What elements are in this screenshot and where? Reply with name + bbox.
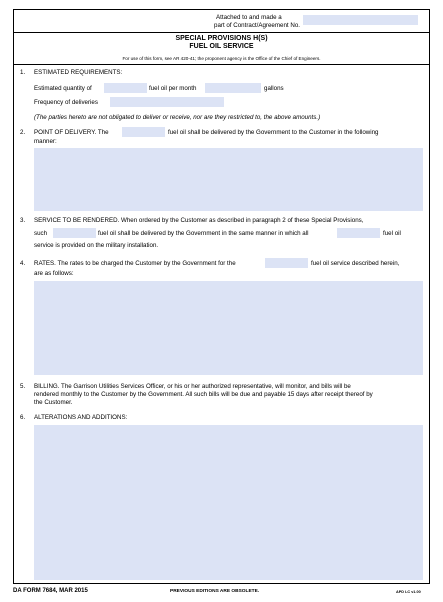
section-6-heading: ALTERATIONS AND ADDITIONS: <box>34 414 128 421</box>
section-2-text-c: manner: <box>34 138 57 145</box>
attached-line-1: Attached to and made a <box>216 14 282 21</box>
service-fuel-type-all-field[interactable] <box>337 228 380 238</box>
section-2-text-b: fuel oil shall be delivered by the Government to the Customer in the following <box>168 129 379 136</box>
service-fuel-type-field[interactable] <box>53 228 96 238</box>
fuel-oil-per-month-label: fuel oil per month <box>149 85 197 92</box>
estimated-quantity-field[interactable] <box>104 83 147 93</box>
attached-line-2 <box>214 22 418 30</box>
form-id: DA FORM 7684, MAR 2015 <box>13 588 88 594</box>
apd-version: APD LC v1.00 <box>396 590 421 594</box>
form-title-1: SPECIAL PROVISIONS H(S) <box>175 35 268 42</box>
section-1-number: 1. <box>20 69 26 76</box>
section-4-text-c: are as follows: <box>34 270 74 277</box>
header-divider <box>14 32 429 33</box>
estimated-quantity-label: Estimated quantity of <box>34 85 92 92</box>
delivery-fuel-type-field[interactable] <box>122 127 165 137</box>
rates-fuel-type-field[interactable] <box>265 258 308 268</box>
section-2-text-a: POINT OF DELIVERY. The <box>34 129 109 136</box>
section-3-fuel-oil: fuel oil <box>383 230 401 237</box>
section-1-heading: ESTIMATED REQUIREMENTS: <box>34 69 123 76</box>
section-4-text-b: fuel oil service described herein, <box>311 260 400 267</box>
section-4-text-a: RATES. The rates to be charged the Customer by the Government for the <box>34 260 236 267</box>
section-3-line-3: service is provided on the military installation. <box>34 242 159 249</box>
delivery-manner-area[interactable] <box>34 148 423 211</box>
section-3-such: such <box>34 230 48 237</box>
form-title-2: FUEL OIL SERVICE <box>189 43 254 50</box>
section-3-line-1: SERVICE TO BE RENDERED. When ordered by the Customer as described in paragraph 2 of these Special Provisions, <box>34 217 364 224</box>
gallons-field[interactable] <box>205 83 261 93</box>
alterations-area[interactable] <box>34 425 423 580</box>
section-5-line-2: rendered monthly to the Customer by the Government. All such bills will be due and payable 15 days after receipt thereof by <box>34 391 373 398</box>
section-5-line-1: BILLING. The Garrison Utilities Services Officer, or his or her authorized representative, will monitor, and bills will be <box>34 383 351 390</box>
section-3-mid: fuel oil shall be delivered by the Government in the same manner in which all <box>98 230 309 237</box>
proponent-note: For use of this form, see AR 420-41; the proponent agency is the Office of the Chief of Engineers. <box>122 56 321 61</box>
section-6-number: 6. <box>20 414 26 421</box>
attached-line-2-label: part of Contract/Agreement No. <box>214 22 300 29</box>
frequency-label: Frequency of deliveries <box>34 99 98 106</box>
rates-details-area[interactable] <box>34 281 423 375</box>
section-2-number: 2. <box>20 129 26 136</box>
section-5-number: 5. <box>20 383 26 390</box>
section-4-number: 4. <box>20 260 26 267</box>
section-3-number: 3. <box>20 217 26 224</box>
gallons-label: gallons <box>264 85 284 92</box>
previous-editions-note: PREVIOUS EDITIONS ARE OBSOLETE. <box>170 589 260 594</box>
attached-to-block <box>214 14 418 30</box>
contract-number-field[interactable] <box>303 15 418 25</box>
frequency-field[interactable] <box>110 97 224 107</box>
da-form-7684 <box>13 9 430 584</box>
section-5-line-3: the Customer. <box>34 399 73 406</box>
title-divider <box>14 64 429 65</box>
section-1-note: (The parties hereto are not obligated to deliver or receive, nor are they restricted to, the above amounts.) <box>34 114 321 121</box>
